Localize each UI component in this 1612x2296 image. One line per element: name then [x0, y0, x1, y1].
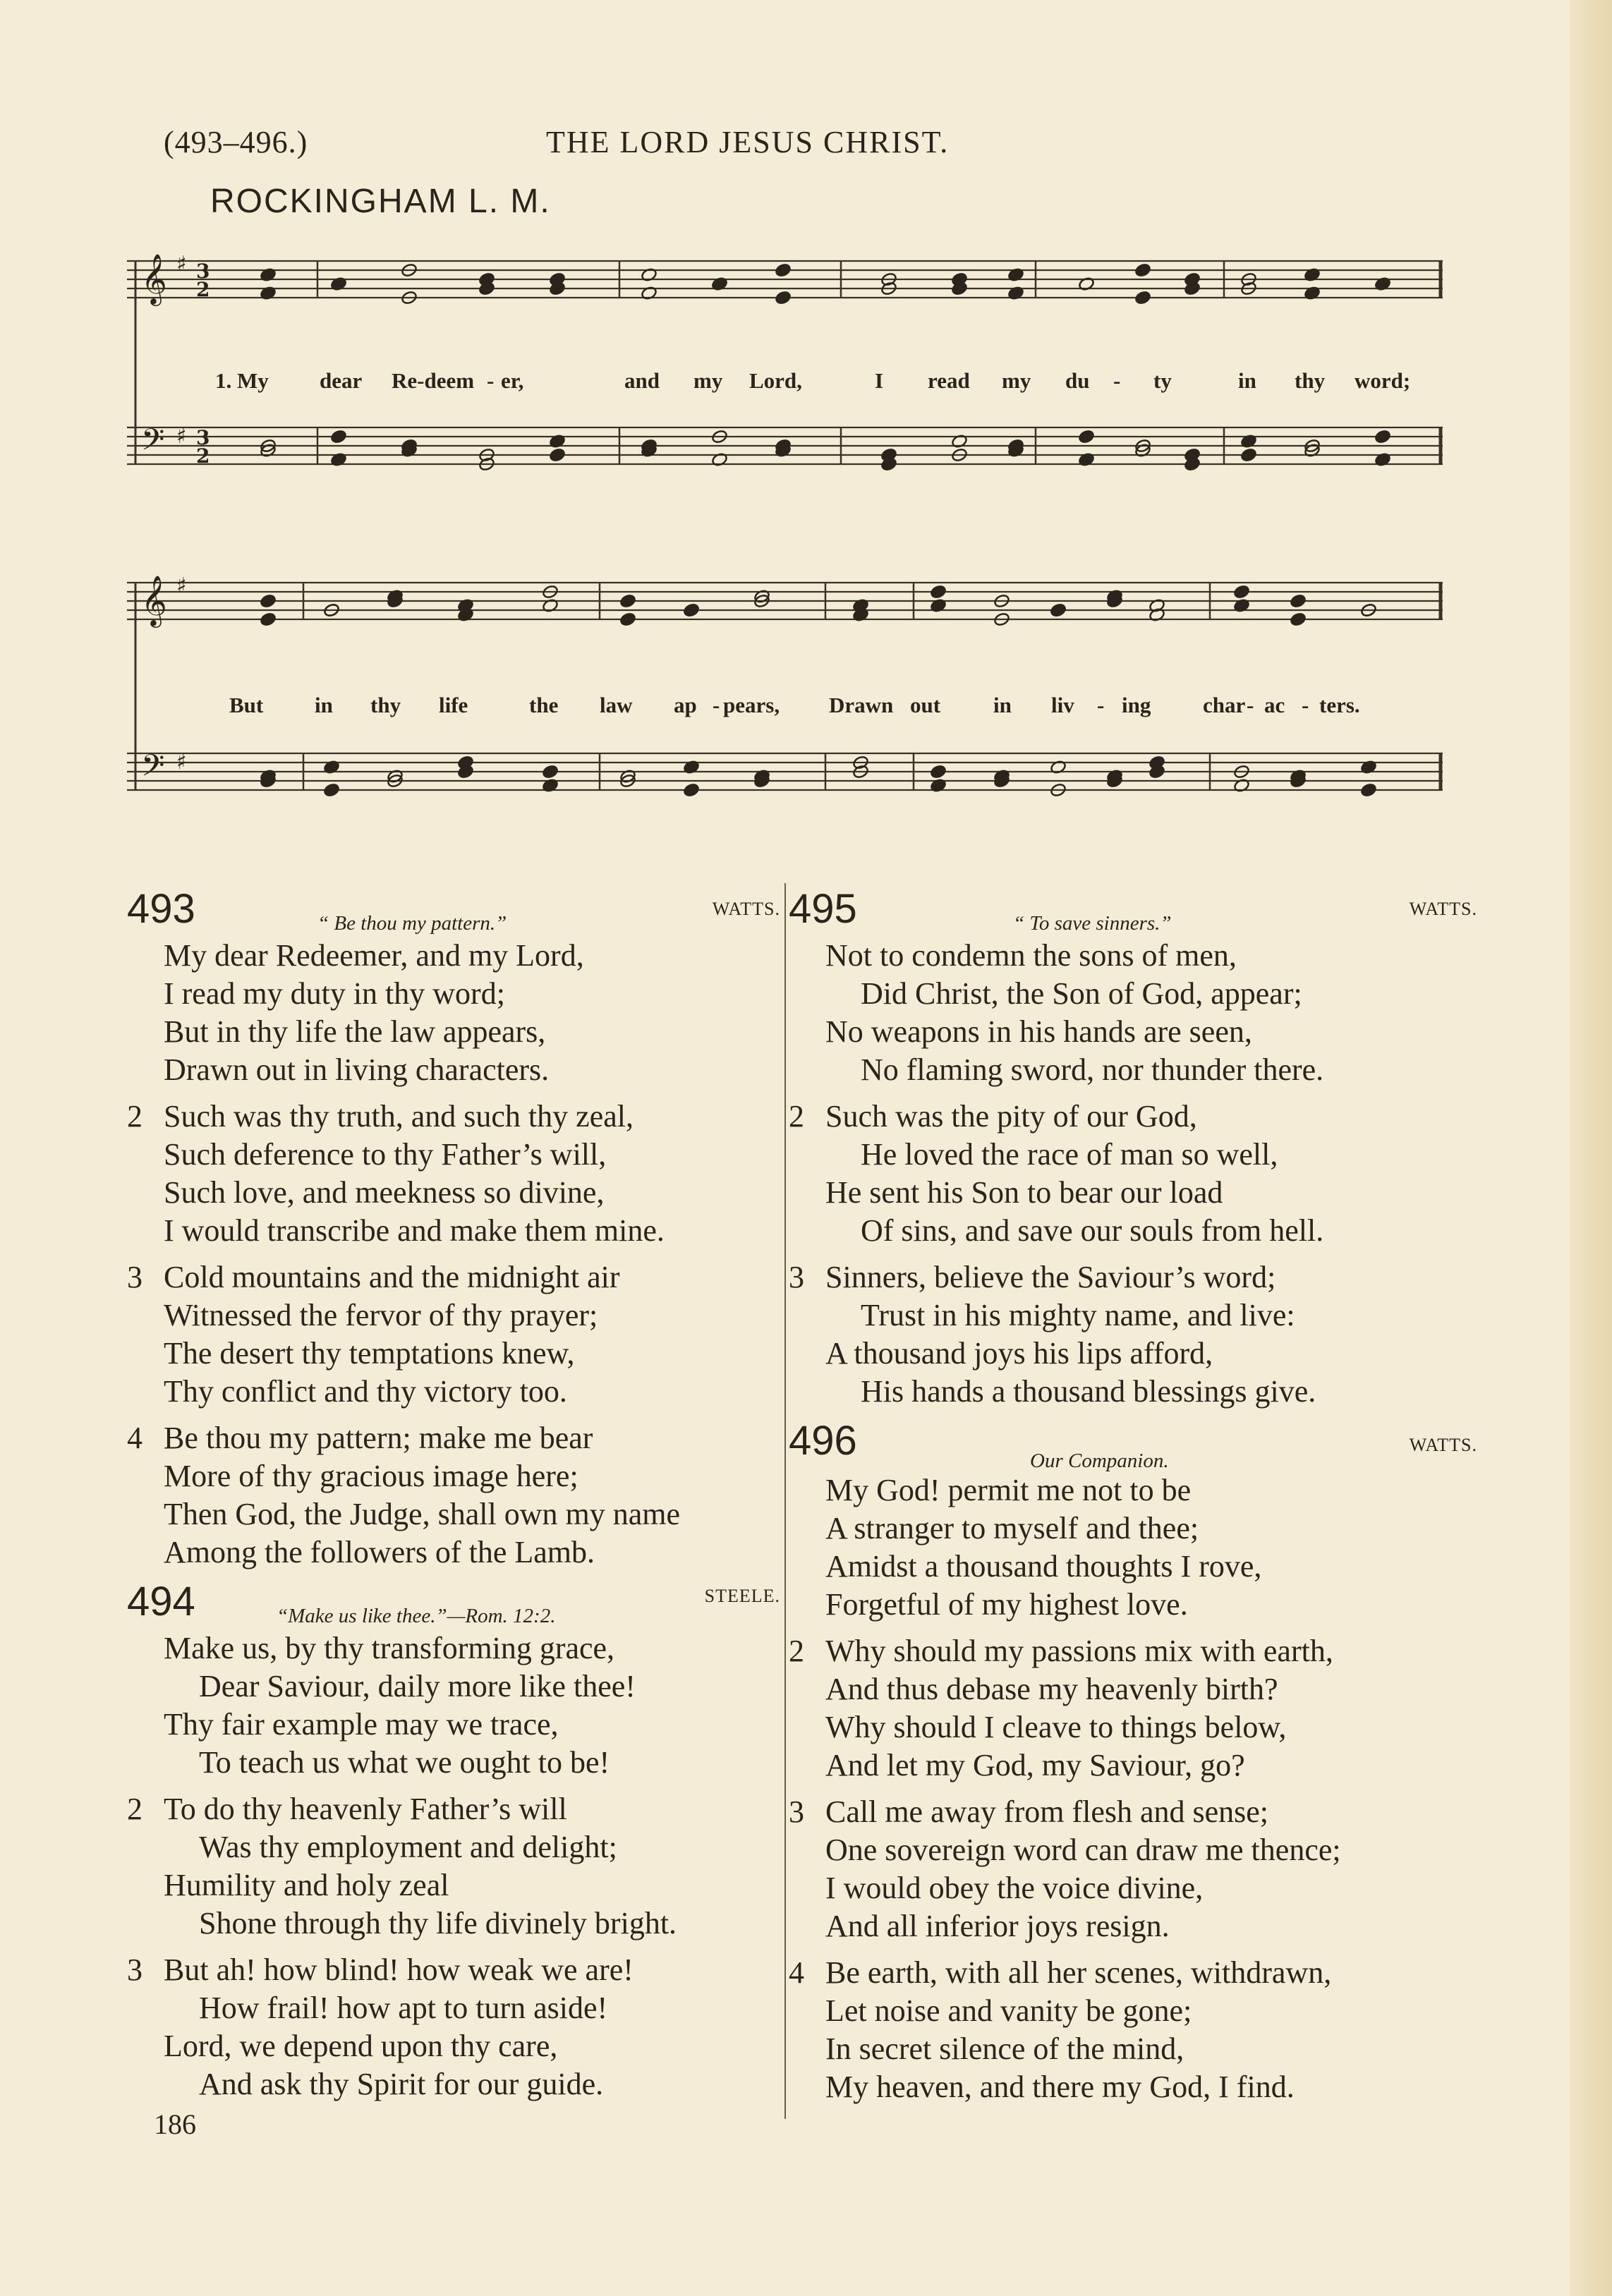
verse-text: Such deference to thy Father’s will,: [164, 1137, 607, 1172]
lyric-syllable: in: [315, 693, 333, 717]
lyric-syllable: Drawn: [829, 693, 894, 717]
verse-line: [127, 2065, 776, 2103]
verse-line: [789, 975, 1452, 1013]
verse-line: [127, 1790, 776, 1828]
verse-line: [789, 1471, 1452, 1510]
stanza-number: 4: [789, 1955, 804, 1990]
stanza-number: 2: [127, 1792, 143, 1826]
hymn-range: (493–496.): [164, 125, 308, 159]
verse-text: One sovereign word can draw me thence;: [825, 1833, 1341, 1867]
verse-text: How frail! how apt to turn aside!: [199, 1991, 608, 2025]
stanza: [789, 1258, 1452, 1411]
verse-line: [127, 975, 776, 1013]
verse-line: [127, 1296, 776, 1335]
verse-text: And ask thy Spirit for our guide.: [199, 2067, 604, 2101]
stanza-number: 2: [789, 1099, 804, 1134]
verse-line: [789, 937, 1452, 975]
verse-line: [127, 1051, 776, 1089]
treble-clef-icon: 𝄞: [141, 574, 167, 626]
sharp-icon: ♯: [176, 573, 187, 598]
lyric-syllable: my: [1002, 368, 1031, 393]
note-head: [260, 612, 277, 626]
note-head: [1078, 429, 1095, 444]
verse-text: My God! permit me not to be: [825, 1473, 1192, 1507]
verse-text: And all inferior joys resign.: [825, 1909, 1170, 1943]
verse-text: And let my God, my Saviour, go?: [825, 1748, 1245, 1782]
section-title: THE LORD JESUS CHRIST.: [546, 125, 950, 159]
verse-text: In secret silence of the mind,: [825, 2031, 1184, 2066]
stanza: [127, 1098, 776, 1250]
stanza-number: 3: [127, 1952, 143, 1987]
verse-line: [789, 1992, 1452, 2030]
verse-text: To teach us what we ought to be!: [199, 1745, 610, 1780]
verse-text: I would transcribe and make them mine.: [164, 1213, 665, 1248]
verse-line: [127, 1136, 776, 1174]
note-head: [1050, 602, 1067, 617]
verse-text: Among the followers of the Lamb.: [164, 1535, 595, 1569]
lyric-syllable: -: [1097, 693, 1105, 717]
verse-line: [127, 1258, 776, 1296]
verse-line: [127, 1495, 776, 1533]
hymn-title: Our Companion.: [1030, 1450, 1169, 1472]
verse-text: Forgetful of my highest love.: [825, 1587, 1188, 1622]
page-number: 186: [154, 2108, 196, 2140]
note-head: [323, 782, 340, 797]
sharp-icon: ♯: [176, 424, 187, 449]
stanza-number: 2: [127, 1099, 143, 1134]
note-head: [775, 290, 792, 305]
verse-text: Such was the pity of our God,: [825, 1099, 1197, 1134]
verse-text: No weapons in his hands are seen,: [825, 1014, 1252, 1049]
lyric-syllable: out: [910, 693, 941, 717]
lyric-syllable: law: [600, 693, 633, 717]
verse-text: Amidst a thousand thoughts I rove,: [825, 1549, 1262, 1584]
verse-line: [127, 1629, 776, 1668]
verse-line: [127, 1706, 776, 1744]
note-head: [930, 584, 947, 599]
sharp-icon: ♯: [176, 252, 187, 277]
lyric-syllable: thy: [370, 693, 401, 717]
verse-text: A thousand joys his lips afford,: [825, 1336, 1213, 1371]
bass-notes: [260, 429, 1391, 471]
verse-text: Why should my passions mix with earth,: [825, 1634, 1333, 1668]
music-system-2: [127, 557, 1450, 854]
stanza: [789, 1954, 1452, 2106]
note-head: [1290, 612, 1307, 626]
lyric-syllable: I: [875, 368, 884, 393]
lyric-syllable: dear: [320, 368, 363, 393]
verse-line: [789, 1136, 1452, 1174]
stanza: [789, 1793, 1452, 1945]
hymn-494: [127, 1579, 780, 2103]
verse-line: [789, 1373, 1452, 1411]
verse-line: [789, 1013, 1452, 1051]
sharp-icon: ♯: [176, 750, 187, 775]
hymn-number: 494: [127, 1579, 195, 1624]
lyric-syllable: read: [928, 368, 970, 393]
hymn-496: [789, 1418, 1477, 2106]
stanza: [789, 1632, 1452, 1785]
verse-text: Was thy employment and delight;: [199, 1830, 617, 1864]
verse-text: Drawn out in living characters.: [164, 1052, 550, 1087]
lyrics-line-2: [127, 693, 1450, 721]
stanza-number: 3: [789, 1794, 804, 1829]
tune-name: ROCKINGHAM L. M.: [210, 183, 551, 220]
right-column: [789, 886, 1477, 2115]
verse-line: [789, 1708, 1452, 1747]
note-head: [930, 764, 947, 779]
lyric-syllable: thy: [1295, 368, 1326, 393]
stanza: [127, 937, 776, 1089]
verse-text: Cold mountains and the midnight air: [164, 1260, 620, 1294]
lyric-syllable: ing: [1122, 693, 1151, 717]
lyric-syllable: Re-deem: [392, 368, 475, 393]
time-signature-icon: 3: [196, 426, 210, 449]
verse-line: [127, 1457, 776, 1495]
verse-text: But in thy life the law appears,: [164, 1014, 546, 1049]
lyric-syllable: er,: [501, 368, 524, 393]
stanza: [127, 1951, 776, 2103]
lyric-syllable: pears,: [723, 693, 780, 717]
verse-text: My dear Redeemer, and my Lord,: [164, 938, 584, 973]
stanza: [789, 937, 1452, 1089]
lyric-syllable: -: [487, 368, 495, 393]
verse-text: Dear Saviour, daily more like thee!: [199, 1669, 636, 1703]
verse-text: Such was thy truth, and such thy zeal,: [164, 1099, 634, 1134]
verse-line: [789, 1831, 1452, 1869]
verse-text: Let noise and vanity be gone;: [825, 1993, 1192, 2028]
verse-text: But ah! how blind! how weak we are!: [164, 1952, 634, 1987]
note-head: [683, 782, 700, 797]
verse-line: [127, 1533, 776, 1572]
verse-line: [789, 1548, 1452, 1586]
verse-line: [789, 1869, 1452, 1907]
bass-clef-icon: 𝄢: [141, 423, 165, 465]
note-head: [1134, 290, 1151, 305]
time-signature-icon: 2: [196, 444, 210, 468]
verse-line: [789, 2068, 1452, 2106]
note-head: [619, 612, 636, 626]
verse-line: [127, 1905, 776, 1943]
verse-line: [789, 1793, 1452, 1831]
verse-text: Thy conflict and thy victory too.: [164, 1374, 567, 1409]
verse-text: Thy fair example may we trace,: [164, 1707, 559, 1742]
verse-text: I read my duty in thy word;: [164, 976, 505, 1011]
verse-line: [127, 1335, 776, 1373]
bass-clef-icon: 𝄢: [141, 748, 165, 791]
stanza: [127, 1790, 776, 1943]
stanza-number: 2: [789, 1634, 804, 1668]
stanza: [127, 1629, 776, 1782]
time-signature-icon: 3: [196, 260, 210, 283]
lyric-syllable: the: [529, 693, 559, 717]
verse-text: Be thou my pattern; make me bear: [164, 1421, 593, 1455]
verse-line: [127, 1373, 776, 1411]
note-head: [775, 262, 792, 277]
verse-line: [127, 1668, 776, 1706]
verse-line: [789, 1954, 1452, 1992]
note-head: [260, 593, 277, 608]
lyrics-line-1: [127, 368, 1450, 396]
note-head: [542, 764, 559, 779]
verse-line: [127, 1989, 776, 2027]
lyric-syllable: But: [229, 693, 264, 717]
verse-line: [127, 1098, 776, 1136]
note-head: [1290, 593, 1307, 608]
lyric-syllable: ty: [1153, 368, 1172, 393]
verse-text: Not to condemn the sons of men,: [825, 938, 1237, 973]
verse-text: Of sins, and save our souls from hell.: [861, 1213, 1324, 1248]
verse-text: A stranger to myself and thee;: [825, 1511, 1199, 1545]
lyric-syllable: du: [1065, 368, 1090, 393]
verse-line: [789, 1586, 1452, 1624]
verse-line: [789, 1098, 1452, 1136]
hymn-author: WATTS.: [1409, 899, 1477, 919]
verse-line: [789, 1335, 1452, 1373]
hymn-number: 493: [127, 886, 195, 932]
lyric-syllable: in: [1238, 368, 1256, 393]
stanza: [789, 1098, 1452, 1250]
hymn-493: [127, 886, 780, 1572]
lyric-syllable: -: [1302, 693, 1309, 717]
note-head: [683, 602, 700, 617]
verse-text: He loved the race of man so well,: [861, 1137, 1278, 1172]
hymn-title: “Make us like thee.”—Rom. 12:2.: [277, 1605, 556, 1627]
verse-line: [127, 1419, 776, 1457]
hymn-author: WATTS.: [1409, 1435, 1477, 1455]
verse-text: Did Christ, the Son of God, appear;: [861, 976, 1302, 1011]
lyric-syllable: my: [693, 368, 723, 393]
left-column: [127, 886, 780, 2112]
verse-line: [127, 1828, 776, 1866]
verse-text: His hands a thousand blessings give.: [861, 1374, 1316, 1409]
lyric-syllable: Lord,: [749, 368, 802, 393]
verse-line: [127, 1866, 776, 1905]
verse-line: [789, 1212, 1452, 1250]
lyric-syllable: -: [713, 693, 720, 717]
stanza: [789, 1471, 1452, 1624]
verse-text: To do thy heavenly Father’s will: [164, 1792, 567, 1826]
treble-clef-icon: 𝄞: [141, 253, 167, 304]
lyric-syllable: ap: [674, 693, 697, 717]
verse-text: Be earth, with all her scenes, withdrawn,: [825, 1955, 1332, 1990]
music-system-1: [127, 233, 1450, 515]
verse-line: [789, 1632, 1452, 1670]
verse-line: [789, 1258, 1452, 1296]
note-head: [1240, 447, 1257, 462]
verse-line: [789, 2030, 1452, 2068]
time-signature-icon: 2: [196, 278, 210, 301]
verse-text: Trust in his mighty name, and live:: [861, 1298, 1295, 1332]
verse-text: No flaming sword, nor thunder there.: [861, 1052, 1324, 1087]
verse-line: [127, 1951, 776, 1989]
verse-text: He sent his Son to bear our load: [825, 1175, 1223, 1210]
hymn-number: 495: [789, 886, 857, 932]
hymn-title: “ To save sinners.”: [1013, 912, 1172, 935]
hymn-author: WATTS.: [712, 899, 780, 919]
hymn-495: [789, 886, 1477, 1411]
verse-text: My heaven, and there my God, I find.: [825, 2070, 1295, 2104]
note-head: [1233, 584, 1250, 599]
note-head: [1374, 429, 1391, 444]
stanza: [127, 1419, 776, 1572]
verse-text: Call me away from flesh and sense;: [825, 1794, 1269, 1829]
verse-line: [127, 1013, 776, 1051]
verse-line: [789, 1174, 1452, 1212]
verse-line: [127, 2027, 776, 2065]
verse-line: [789, 1670, 1452, 1708]
verse-line: [789, 1296, 1452, 1335]
verse-text: Shone through thy life divinely bright.: [199, 1906, 677, 1940]
verse-line: [789, 1510, 1452, 1548]
verse-line: [127, 1212, 776, 1250]
verse-line: [789, 1907, 1452, 1945]
note-head: [549, 447, 566, 462]
verse-line: [789, 1747, 1452, 1785]
verse-text: And thus debase my heavenly birth?: [825, 1672, 1278, 1706]
lyric-syllable: -: [1113, 368, 1121, 393]
verse-text: Make us, by thy transforming grace,: [164, 1631, 615, 1665]
verse-text: I would obey the voice divine,: [825, 1871, 1204, 1905]
lyric-syllable: char: [1203, 693, 1246, 717]
verse-text: Humility and holy zeal: [164, 1868, 449, 1902]
stanza-number: 3: [789, 1260, 804, 1294]
verse-text: Lord, we depend upon thy care,: [164, 2029, 558, 2063]
lyric-syllable: -: [1247, 693, 1254, 717]
hymn-author: STEELE.: [704, 1586, 780, 1606]
stanza-number: 3: [127, 1260, 143, 1294]
stanza-number: 4: [127, 1421, 143, 1455]
verse-line: [127, 937, 776, 975]
verse-text: Then God, the Judge, shall own my name: [164, 1497, 680, 1531]
stanza: [127, 1258, 776, 1411]
verse-text: Such love, and meekness so divine,: [164, 1175, 605, 1210]
lyric-syllable: ac: [1264, 693, 1285, 717]
verse-line: [127, 1744, 776, 1782]
lyric-syllable: in: [993, 693, 1012, 717]
lyric-syllable: liv: [1051, 693, 1074, 717]
verse-line: [127, 1174, 776, 1212]
note-head: [1134, 262, 1151, 277]
verse-text: More of thy gracious image here;: [164, 1459, 578, 1493]
lyric-syllable: life: [439, 693, 468, 717]
note-head: [619, 593, 636, 608]
hymn-title: “ Be thou my pattern.”: [317, 912, 507, 935]
note-head: [1360, 782, 1377, 797]
lyric-syllable: 1. My: [215, 368, 269, 393]
lyric-syllable: ters.: [1319, 693, 1360, 717]
verse-text: The desert thy temptations knew,: [164, 1336, 575, 1371]
verse-text: Sinners, believe the Saviour’s word;: [825, 1260, 1276, 1294]
lyric-syllable: and: [624, 368, 660, 393]
column-divider: [784, 883, 786, 2119]
verse-text: Why should I cleave to things below,: [825, 1710, 1287, 1744]
note-head: [330, 429, 347, 444]
treble-notes: [260, 262, 1391, 305]
hymn-number: 496: [789, 1418, 857, 1464]
verse-text: Witnessed the fervor of thy prayer;: [164, 1298, 598, 1332]
lyric-syllable: word;: [1355, 368, 1411, 393]
staves: [127, 583, 1443, 790]
page-edge: [1570, 0, 1612, 2296]
verse-line: [789, 1051, 1452, 1089]
